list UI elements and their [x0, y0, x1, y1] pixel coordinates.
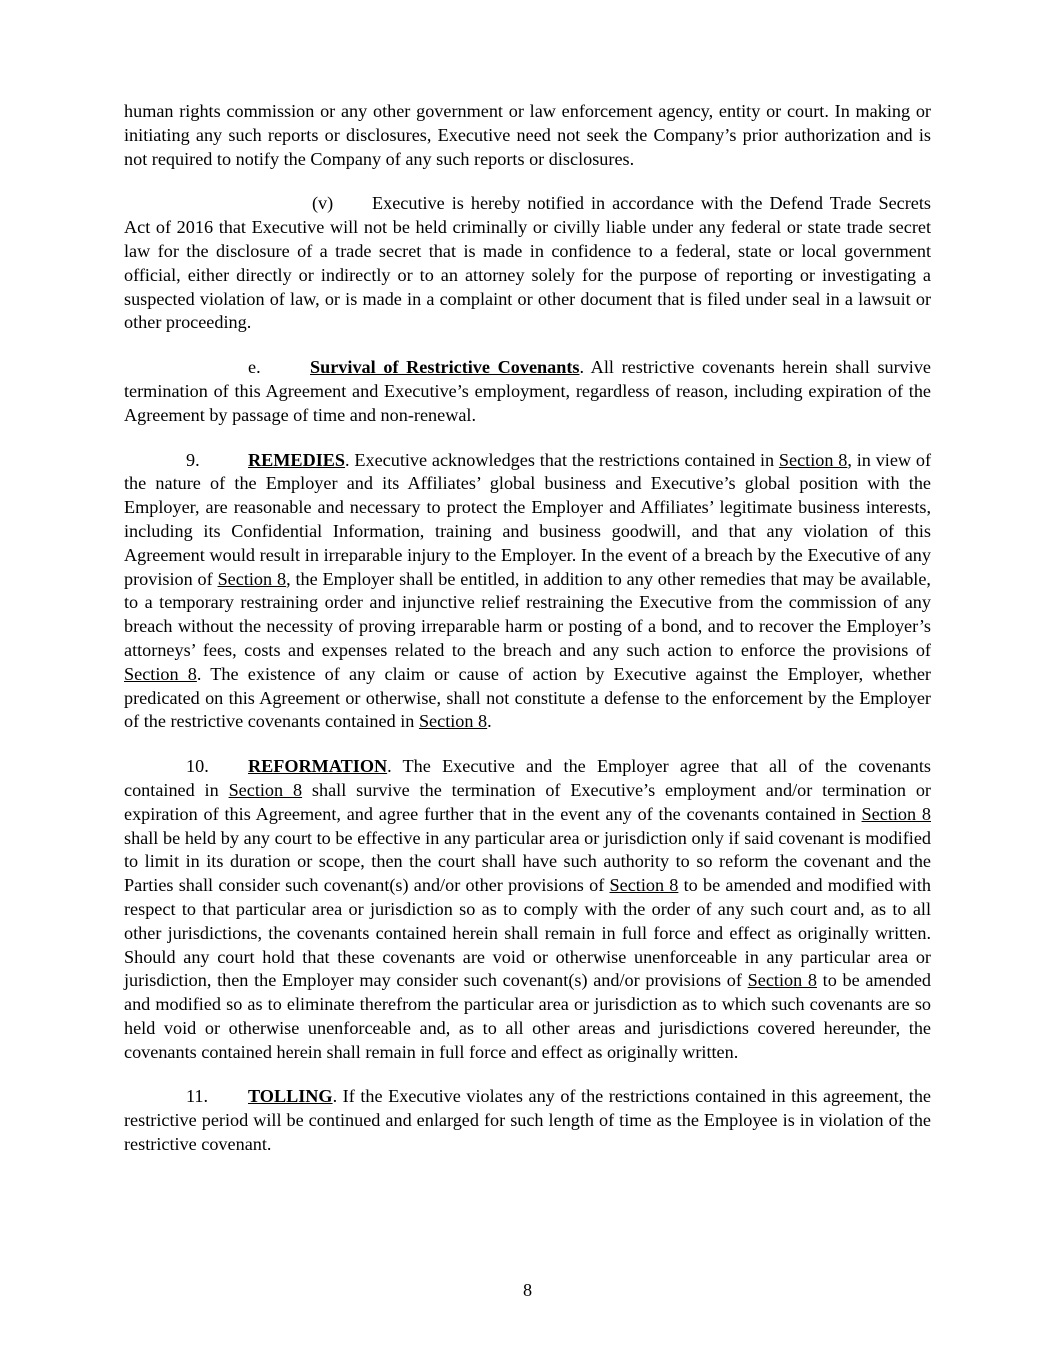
section-10-text: to be amended and modified with respect to that particular area or jurisdiction so as to comply with the order of any such court and, as to all other jurisdictions, the covenants contained herein shall remain in full force and effect as originally written. Should any court hold that these covenants are void or otherwise unenforceable in any particular area or jurisdiction, then the Employer may consider such covenant(s) and/or provisions of [124, 875, 931, 991]
section-10-text: shall be held by any court to be effective in any particular area or jurisdiction only if said covenant is modified to limit in its duration or scope, then the court shall have such authority to so reform the covenant and the Parties shall consider such covenant(s) and/or other provisions of [124, 827, 931, 896]
paragraph-e [124, 356, 931, 427]
page-number: 8 [522, 1280, 533, 1300]
paragraph-v [124, 192, 931, 335]
section-9-text: . The existence of any claim or cause of action by Executive against the Employer, whether predicated on this Agreement or otherwise, shall not constitute a defense to the enforcement by the Employer of the restrictive covenants contained in [124, 663, 931, 732]
paragraph-e-number: e. [248, 357, 261, 378]
section-10-ref-2: Section 8 [861, 803, 931, 824]
section-10-ref-4: Section 8 [747, 970, 817, 991]
section-9-ref-1: Section 8 [778, 449, 848, 470]
section-9-number: 9. [186, 449, 200, 470]
section-10-ref-3: Section 8 [609, 875, 679, 896]
section-9-text: , in view of the nature of the Employer and its Affiliates’ global business and Executive’s global position with the Employer, are reasonable and necessary to protect the Employer and Affiliates’ legitimate business interests, including its Confidential Information, training and business goodwill, and that any violation of this Agreement would result in irreparable injury to the Employer. In the event of a breach by the Executive of any provision of [124, 449, 932, 589]
section-9-text: . Executive acknowledges that the restrictions contained in [345, 449, 779, 470]
section-11-tolling [124, 1085, 931, 1156]
section-10-number: 10. [186, 756, 209, 777]
section-10-ref-1: Section 8 [228, 779, 303, 800]
section-11-text: . If the Executive violates any of the restrictions contained in this agreement, the restrictive period will be continued and enlarged for such length of time as the Employee is in violation of the restrictive covenant. [124, 1086, 931, 1155]
section-9-text: , the Employer shall be entitled, in addition to any other remedies that may be available, to a temporary restraining order and injunctive relief restraining the Executive from the commission of any breach without the necessity of proving irreparable harm or posting of a bond, and to recover the Employer’s attorneys’ fees, costs and expenses related to the breach and any such action to enforce the provisions of [124, 568, 931, 660]
section-10-text: shall survive the termination of Executive’s employment and/or termination or expiration of this Agreement, and agree further that in the event any of the covenants contained in [124, 779, 931, 824]
section-9-text: . [487, 711, 492, 732]
paragraph-intro: human rights commission or any other government or law enforcement agency, entity or court. In making or initiating any such reports or disclosures, Executive need not seek the Company’s prior authorization and is not required to notify the Company of any such reports or disclosures. [124, 101, 931, 169]
section-9-ref-2: Section 8 [217, 568, 287, 589]
section-10-text: to be amended and modified so as to eliminate therefrom the particular area or jurisdiction as to which such covenants are so held void or otherwise unenforceable and, as to all other areas and jurisdictions covered hereunder, the covenants contained herein shall remain in full force and effect as originally written. [124, 970, 932, 1062]
section-10-heading: REFORMATION [248, 756, 388, 777]
section-10-text: . The Executive and the Employer agree that all of the covenants contained in [124, 756, 931, 800]
paragraph-v-text: Executive is hereby notified in accordance with the Defend Trade Secrets Act of 2016 that Executive will not be held criminally or civilly liable under any federal or state trade secret law for the disclosure of a trade secret that is made in confidence to a federal, state or local government official, either directly or indirectly or to an attorney solely for the purpose of reporting or investigating a suspected violation of law, or is made in a complaint or other document that is filed under seal in a lawsuit or other proceeding. [124, 193, 931, 333]
section-11-number: 11. [186, 1086, 209, 1107]
section-10-reformation [124, 755, 931, 1064]
paragraph-e-heading: Survival of Restrictive Covenants [310, 357, 580, 378]
section-9-ref-4: Section 8 [418, 711, 488, 732]
section-11-heading: TOLLING [248, 1086, 333, 1107]
section-9-remedies [124, 449, 931, 735]
document-page [124, 100, 931, 1178]
section-9-heading: REMEDIES [248, 449, 346, 470]
paragraph-v-number: (v) [312, 193, 334, 214]
section-9-ref-3: Section 8 [124, 663, 197, 684]
paragraph-e-text: . All restrictive covenants herein shall survive termination of this Agreement and Executive’s employment, regardless of reason, including expiration of the Agreement by passage of time and non-renewal. [124, 357, 931, 425]
